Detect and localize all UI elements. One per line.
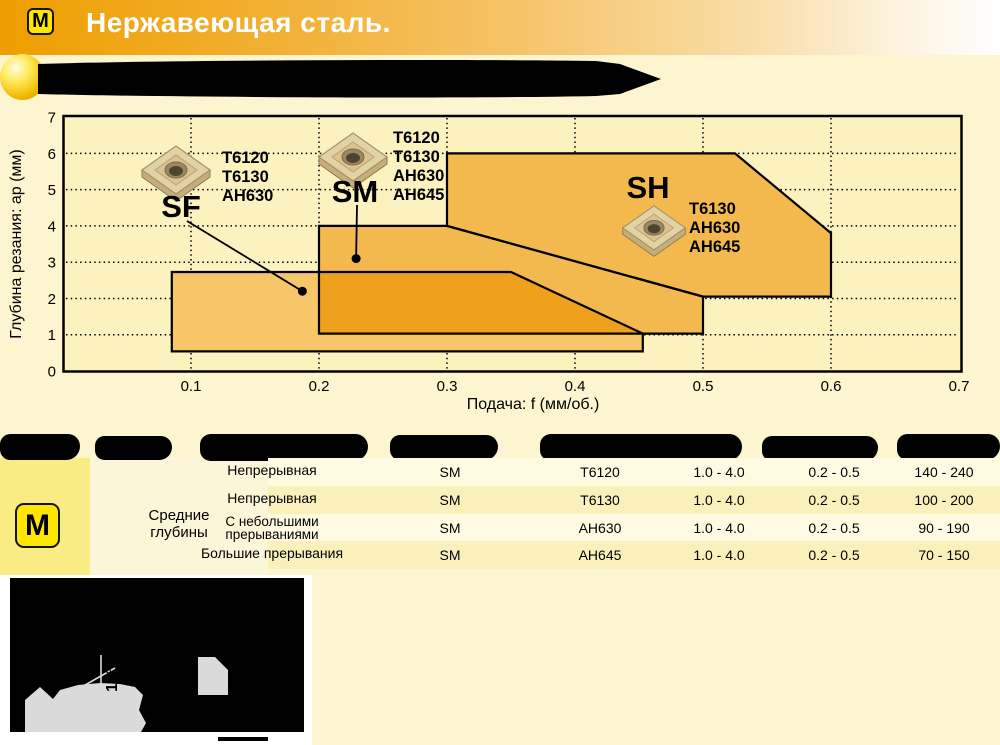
workpiece-profile xyxy=(25,683,146,732)
y-tick-label: 6 xyxy=(47,145,56,163)
cell-grade: AH630 xyxy=(578,519,622,536)
x-tick-label: 0.3 xyxy=(436,378,458,395)
grade-label: AH630 xyxy=(222,187,274,205)
x-tick-label: 0.7 xyxy=(948,378,970,395)
table-header-redacted xyxy=(390,435,498,460)
cell-zone: SM xyxy=(439,464,461,480)
machining-line: прерываниями xyxy=(225,526,319,542)
marker-dot-sf xyxy=(298,287,307,296)
machining-line: С небольшими xyxy=(225,513,319,529)
table-header-redacted xyxy=(0,434,80,460)
zone-label-sm: SM xyxy=(331,174,379,209)
y-axis-label: Глубина резания: ap (мм) xyxy=(8,149,25,339)
diagram-footer-mark xyxy=(218,737,268,741)
machining-line: Большие прерывания xyxy=(200,545,344,561)
cell-grade: AH645 xyxy=(578,547,622,563)
x-tick-label: 0.5 xyxy=(692,378,714,395)
x-axis-label: Подача: f (мм/об.) xyxy=(466,396,600,413)
y-tick-label: 0 xyxy=(47,363,56,381)
grade-label: T6130 xyxy=(393,148,440,166)
cell-ap_range: 1.0 - 4.0 xyxy=(693,547,745,563)
cell-machining xyxy=(201,547,343,560)
cell-speed_range: 90 - 190 xyxy=(918,519,970,536)
banner-arrow-shape xyxy=(38,60,661,97)
cell-machining xyxy=(227,492,316,505)
section-banner-redacted xyxy=(0,56,680,100)
leader-line-sm xyxy=(356,205,357,259)
y-tick-label: 4 xyxy=(47,218,56,236)
page-header xyxy=(0,0,1000,55)
machining-line: Непрерывная xyxy=(227,490,317,506)
cell-speed_range: 100 - 200 xyxy=(914,492,974,508)
cell-ap_range: 1.0 - 4.0 xyxy=(693,464,745,480)
grade-label: T6130 xyxy=(689,200,736,218)
table-row xyxy=(268,514,1000,541)
grade-label: AH645 xyxy=(393,186,445,204)
insert-geometry-diagram xyxy=(0,575,320,745)
cell-feed_range: 0.2 - 0.5 xyxy=(808,547,860,563)
grade-label: T6120 xyxy=(222,149,269,167)
cell-feed_range: 0.2 - 0.5 xyxy=(808,464,860,480)
depth-group-line2: глубины xyxy=(150,524,208,541)
y-tick-label: 1 xyxy=(47,327,56,345)
page-title: Нержавеющая сталь. xyxy=(86,7,391,38)
cell-feed_range: 0.2 - 0.5 xyxy=(808,519,860,536)
x-tick-label: 0.6 xyxy=(820,378,842,395)
cell-grade: T6120 xyxy=(580,464,620,480)
grade-label: AH630 xyxy=(689,219,741,237)
cell-speed_range: 70 - 150 xyxy=(918,547,970,563)
table-header-redacted xyxy=(200,434,368,461)
cell-grade: T6130 xyxy=(580,492,620,508)
cutting-conditions-table xyxy=(0,434,1000,579)
angle-label: 10° xyxy=(104,667,121,692)
cell-ap_range: 1.0 - 4.0 xyxy=(693,492,745,508)
table-header-redacted xyxy=(540,434,742,461)
cell-ap_range: 1.0 - 4.0 xyxy=(693,519,745,536)
y-tick-label: 5 xyxy=(47,182,56,200)
table-row xyxy=(268,486,1000,514)
table-header-redacted xyxy=(95,436,172,460)
machining-line: Непрерывная xyxy=(227,462,317,478)
marker-dot-sm xyxy=(352,254,361,263)
table-row xyxy=(268,541,1000,569)
grade-label: AH645 xyxy=(689,238,741,256)
grade-label: T6120 xyxy=(393,129,440,147)
grade-label: AH630 xyxy=(393,167,445,185)
iso-m-badge-table: M xyxy=(15,503,60,548)
grade-label: T6130 xyxy=(222,168,269,186)
x-tick-label: 0.1 xyxy=(180,378,202,395)
x-tick-label: 0.2 xyxy=(308,378,330,395)
table-header-redacted xyxy=(897,434,1000,460)
zone-label-sh: SH xyxy=(626,170,670,205)
table-row xyxy=(268,458,1000,486)
y-tick-label: 3 xyxy=(47,254,56,272)
cell-speed_range: 140 - 240 xyxy=(914,464,974,480)
depth-group-line1: Средние xyxy=(148,507,210,524)
cell-zone: SM xyxy=(439,492,461,508)
y-tick-label: 7 xyxy=(47,109,56,127)
x-tick-label: 0.4 xyxy=(564,378,586,395)
cell-zone: SM xyxy=(439,519,461,536)
application-range-chart xyxy=(0,105,1000,417)
y-tick-label: 2 xyxy=(47,290,56,308)
iso-m-badge: M xyxy=(27,8,54,35)
cell-machining xyxy=(227,464,316,477)
cell-zone: SM xyxy=(439,547,461,563)
cell-machining xyxy=(225,515,318,541)
zone-label-sf: SF xyxy=(161,189,201,224)
cell-feed_range: 0.2 - 0.5 xyxy=(808,492,860,508)
